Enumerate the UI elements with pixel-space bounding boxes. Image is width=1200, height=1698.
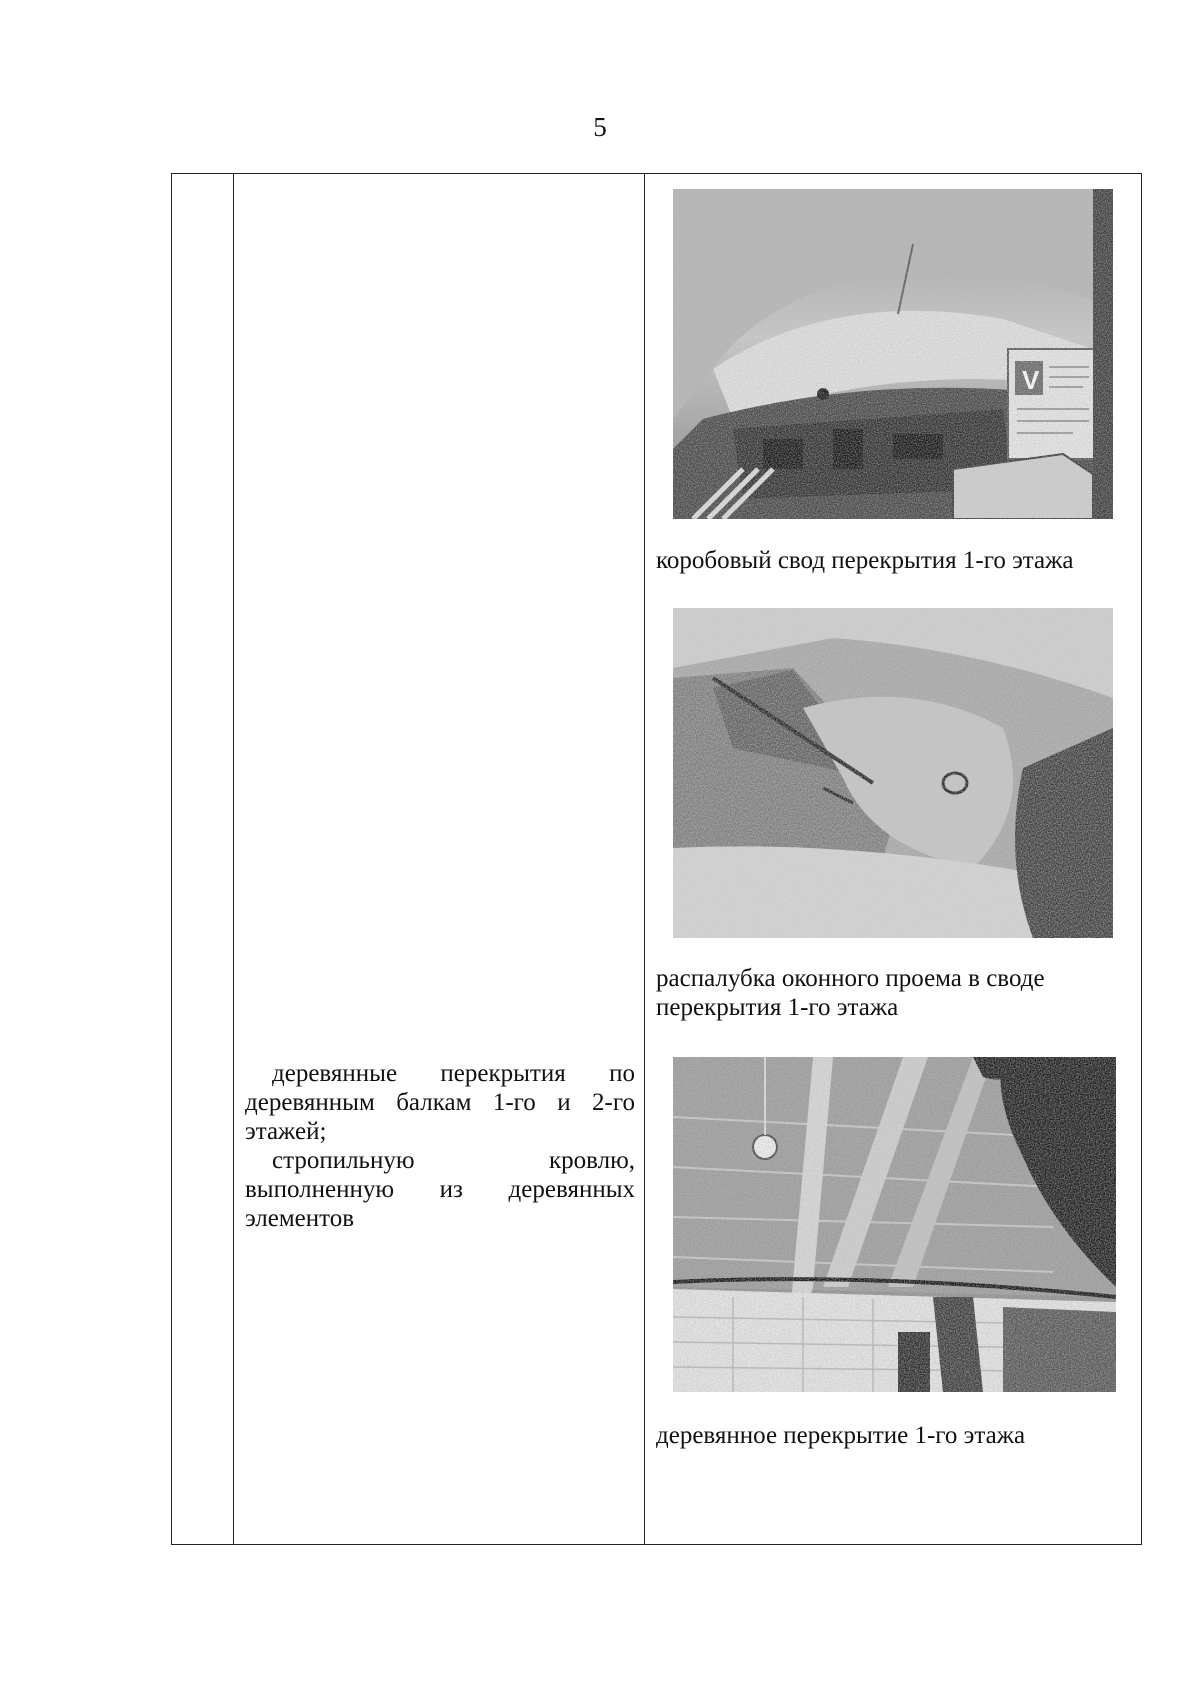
column-divider-1	[233, 174, 234, 1544]
photo-caption-wooden-ceiling: деревянное перекрытие 1-го этажа	[656, 1422, 1026, 1449]
inspection-table	[171, 173, 1142, 1545]
description-paragraph-roof: стропильную кровлю, выполненную из деревянных элементов	[245, 1147, 635, 1232]
description-paragraph-floors: деревянные перекрытия по деревянным балкам 1-го и 2-го этажей;	[245, 1060, 635, 1145]
page-number: 5	[593, 112, 607, 142]
photo-vaulted-ceiling	[673, 189, 1113, 519]
photo-wooden-ceiling	[673, 1057, 1116, 1392]
element-description	[245, 1059, 635, 1233]
photo-caption-window-recess: распалубка оконного проема в своде перекрытия 1-го этажа	[656, 965, 1045, 1021]
photo-window-recess	[673, 608, 1113, 938]
photo-caption-vaulted-ceiling: коробовый свод перекрытия 1-го этажа	[656, 547, 1074, 574]
column-divider-2	[644, 174, 645, 1544]
